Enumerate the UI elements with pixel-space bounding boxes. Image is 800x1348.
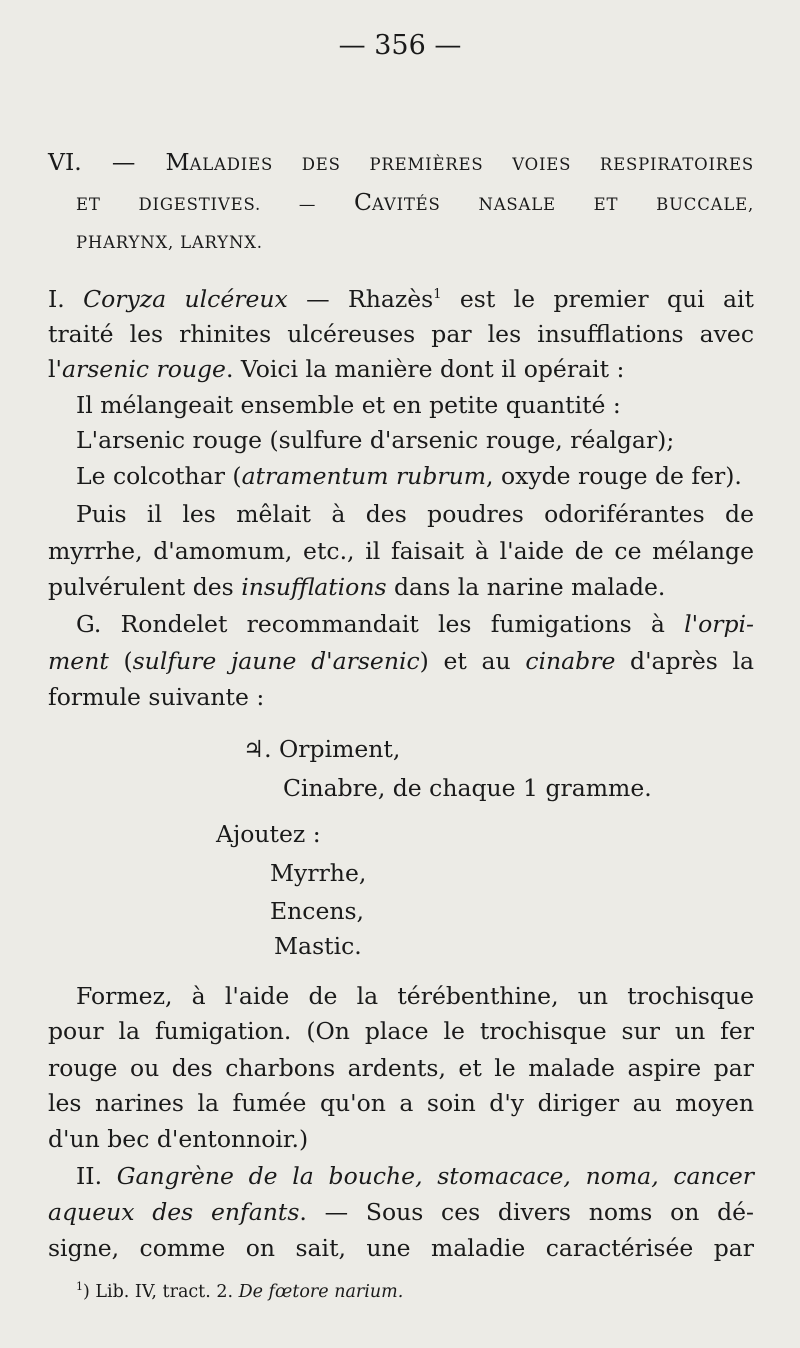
footnote-mark: 1	[76, 1280, 83, 1293]
text: est le premier qui ait	[441, 285, 754, 313]
paragraph-line: traité les rhinites ulcéreuses par les insufflations avec	[48, 320, 754, 348]
para-numeral: II.	[76, 1162, 117, 1190]
paragraph-line	[76, 608, 754, 640]
paragraph-line	[76, 460, 742, 492]
recipe-line: Myrrhe,	[270, 859, 367, 887]
heading-initial: M	[165, 148, 190, 176]
paragraph-line: Formez, à l'aide de la térébenthine, un trochisque	[76, 982, 754, 1010]
para-title: Coryza ulcéreux	[83, 285, 288, 313]
footnote-ref: 1	[433, 287, 442, 302]
page-number: — 356 —	[338, 30, 462, 61]
italic-text: cinabre	[525, 647, 616, 675]
recipe-line: Encens,	[270, 897, 365, 925]
paragraph-line	[48, 571, 665, 603]
text: pulvérulent des	[48, 573, 242, 601]
recipe-line: Ajoutez :	[216, 820, 321, 848]
text: l'	[48, 355, 62, 383]
recipe-line: Cinabre, de chaque 1 gramme.	[283, 774, 652, 802]
text: . Voici la manière dont il opérait :	[225, 355, 625, 383]
text: . — Sous ces divers noms on dé-	[299, 1198, 755, 1226]
heading-text: PHARYNX, LARYNX.	[76, 233, 263, 252]
recipe-line: Mastic.	[274, 932, 362, 960]
italic-text: insufflations	[241, 573, 387, 601]
paragraph-line: L'arsenic rouge (sulfure d'arsenic rouge, réalgar);	[76, 426, 675, 454]
italic-text: Gangrène de la bouche, stomacace, noma, cancer	[116, 1162, 754, 1190]
text: — Rhazès	[287, 285, 434, 313]
paragraph-line: Il mélangeait ensemble et en petite quantité :	[76, 391, 621, 419]
text: G. Rondelet recommandait les fumigations à	[76, 610, 685, 638]
footnote-italic: De fœtore narium.	[238, 1282, 404, 1302]
italic-text: ment	[48, 647, 109, 675]
italic-text: atramentum rubrum	[241, 462, 487, 490]
paragraph-line	[48, 1196, 754, 1228]
section-heading-line-2	[76, 186, 754, 221]
paragraph-line: Puis il les mêlait à des poudres odoriférantes de	[76, 500, 754, 528]
paragraph-line	[76, 1160, 754, 1192]
text: Le colcothar (	[76, 462, 242, 490]
heading-text: AVITÉS NASALE ET BUCCALE,	[371, 195, 754, 214]
paragraph-line: les narines la fumée qu'on a soin d'y diriger au moyen	[48, 1089, 754, 1117]
footnote	[76, 1282, 403, 1302]
text: , oxyde rouge de fer).	[486, 462, 742, 490]
paragraph-line: myrrhe, d'amomum, etc., il faisait à l'aide de ce mélange	[48, 537, 754, 565]
para-numeral: I.	[48, 285, 84, 313]
heading-text: ET DIGESTIVES. —	[76, 195, 354, 214]
text: d'après la	[615, 647, 754, 675]
italic-text: l'orpi-	[684, 610, 754, 638]
italic-text: arsenic rouge	[61, 355, 226, 383]
paragraph-line: rouge ou des charbons ardents, et le malade aspire par	[48, 1054, 754, 1082]
footnote-text: ) Lib. IV, tract. 2.	[83, 1282, 239, 1302]
section-numeral: VI. —	[48, 148, 166, 176]
paragraph-line: formule suivante :	[48, 683, 265, 711]
paragraph-line: pour la fumigation. (On place le trochisque sur un fer	[48, 1017, 754, 1045]
section-heading-line-3	[76, 224, 263, 259]
paragraph-line: signe, comme on sait, une maladie caractérisée par	[48, 1234, 754, 1262]
heading-text: ALADIES DES PREMIÈRES VOIES RESPIRATOIRES	[189, 155, 754, 174]
recipe-line	[243, 733, 400, 765]
text: dans la narine malade.	[386, 573, 666, 601]
italic-text: sulfure jaune d'arsenic	[132, 647, 420, 675]
jupiter-symbol-icon: ♃.	[243, 735, 272, 763]
section-heading-line-1	[48, 146, 754, 181]
italic-text: aqueux des enfants	[48, 1198, 300, 1226]
text: (	[108, 647, 133, 675]
paragraph-line	[48, 283, 754, 315]
heading-initial: C	[353, 188, 372, 216]
text: ) et au	[419, 647, 526, 675]
paragraph-line: d'un bec d'entonnoir.)	[48, 1125, 309, 1153]
paragraph-line	[48, 353, 624, 385]
recipe-item: Orpiment,	[279, 735, 401, 763]
paragraph-line	[48, 645, 754, 677]
